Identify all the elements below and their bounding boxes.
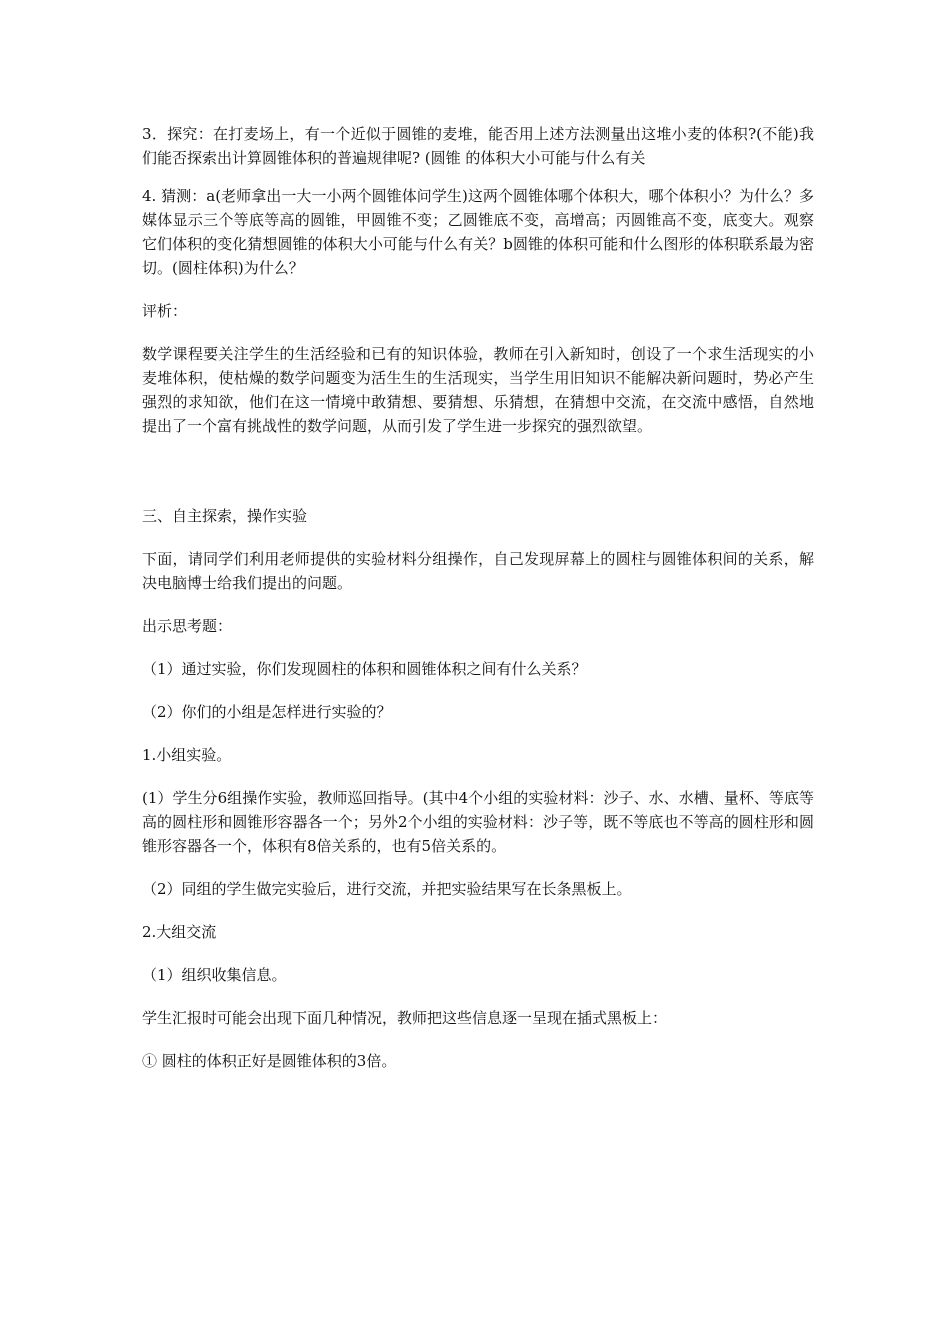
list-item-result-1: ① 圆柱的体积正好是圆锥体积的3倍。 bbox=[142, 1052, 397, 1070]
paragraph-group-operation: (1）学生分6组操作实验，教师巡回指导。(其中4个小组的实验材料：沙子、水、水槽、量杯、等底等高的圆柱形和圆锥形容器各一个；另外2个小组的实验材料：沙子等，既不等底也不等高的圆柱形和圆锥形容器各一个，体积有8倍关系的，也有5倍关系的。 bbox=[142, 789, 814, 855]
spacer bbox=[142, 987, 814, 1006]
spacer bbox=[142, 280, 814, 299]
spacer bbox=[142, 944, 814, 963]
spacer bbox=[142, 638, 814, 657]
question-item-1: （1）通过实验，你们发现圆柱的体积和圆锥体积之间有什么关系？ bbox=[142, 660, 587, 678]
spacer bbox=[142, 1030, 814, 1049]
question-item-2: （2）你们的小组是怎样进行实验的？ bbox=[142, 703, 392, 721]
paragraph-comment-heading: 评析： bbox=[142, 302, 188, 320]
spacer bbox=[142, 858, 814, 877]
paragraph-explore: 3．探究：在打麦场上，有一个近似于圆锥的麦堆，能否用上述方法测量出这堆小麦的体积?(不能)我们能否探索出计算圆锥体积的普遍规律呢? (圆锥 的体积大小可能与什么有关 bbox=[142, 125, 814, 167]
paragraph-questions-heading: 出示思考题： bbox=[142, 617, 233, 635]
paragraph-group-exchange: （2）同组的学生做完实验后，进行交流，并把实验结果写在长条黑板上。 bbox=[142, 880, 632, 898]
paragraph-instructions: 下面，请同学们利用老师提供的实验材料分组操作，自己发现屏幕上的圆柱与圆锥体积间的关系，解决电脑博士给我们提出的问题。 bbox=[142, 550, 814, 592]
paragraph-student-report: 学生汇报时可能会出现下面几种情况，教师把这些信息逐一呈现在插式黑板上： bbox=[142, 1009, 668, 1027]
spacer bbox=[142, 170, 814, 184]
spacer bbox=[142, 681, 814, 700]
spacer bbox=[142, 724, 814, 743]
spacer bbox=[142, 595, 814, 614]
spacer bbox=[142, 528, 814, 547]
spacer bbox=[142, 323, 814, 342]
paragraph-comment-body: 数学课程要关注学生的生活经验和已有的知识体验，教师在引入新知时，创设了一个求生活现实的小麦堆体积，使枯燥的数学问题变为活生生的生活现实，当学生用旧知识不能解决新问题时，势必产生强烈的求知欲，他们在这一情境中敢猜想、要猜想、乐猜想，在猜想中交流，在交流中感悟，自然地提出了一个富有挑战性的数学问题，从而引发了学生进一步探究的强烈欲望。 bbox=[142, 345, 814, 435]
list-item-collect-info: （1）组织收集信息。 bbox=[142, 966, 287, 984]
section-heading-explore-experiment: 三、自主探索，操作实验 bbox=[142, 507, 308, 525]
spacer bbox=[142, 438, 814, 504]
document-page bbox=[142, 122, 814, 1073]
spacer bbox=[142, 767, 814, 786]
subheading-class-exchange: 2.大组交流 bbox=[142, 923, 217, 941]
subheading-group-experiment: 1.小组实验。 bbox=[142, 746, 232, 764]
paragraph-guess: 4. 猜测：a(老师拿出一大一小两个圆锥体问学生)这两个圆锥体哪个体积大，哪个体积小？为什么？多媒体显示三个等底等高的圆锥，甲圆锥不变；乙圆锥底不变，高增高；丙圆锥高不变，底变大。观察它们体积的变化猜想圆锥的体积大小可能与什么有关？b圆锥的体积可能和什么图形的体积联系最为密切。(圆柱体积)为什么？ bbox=[142, 187, 814, 277]
spacer bbox=[142, 901, 814, 920]
